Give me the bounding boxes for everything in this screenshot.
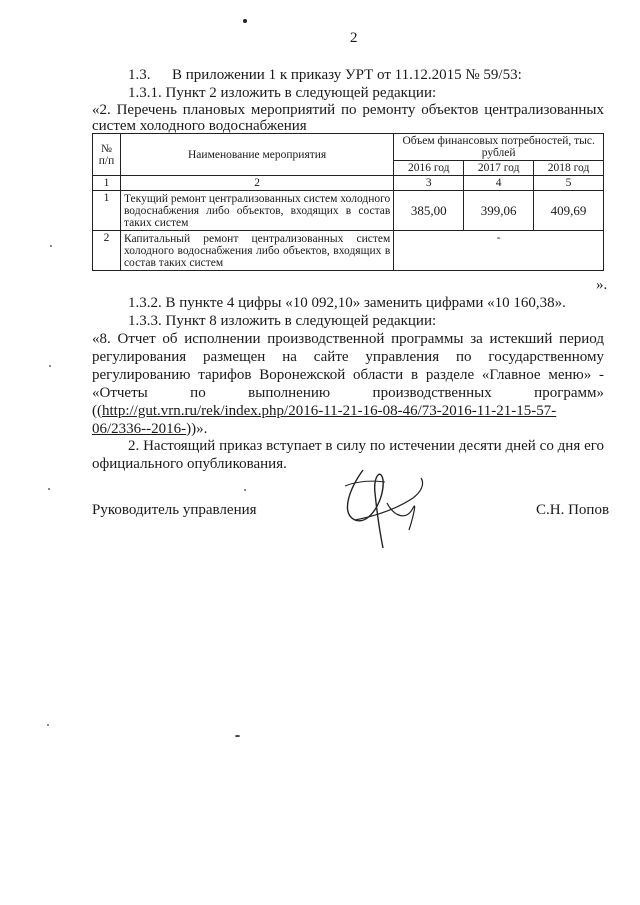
point8-line2: регулирования размещен на сайте управления по государственному xyxy=(92,349,604,365)
section-1-3 xyxy=(128,67,522,84)
point8-link-line2 xyxy=(92,421,207,438)
scan-speck xyxy=(47,724,49,726)
link-close-paren: ) xyxy=(186,421,192,437)
table-row xyxy=(93,231,604,271)
row-value-2017: 399,06 xyxy=(464,191,534,231)
point2-title-line1: «2. Перечень плановых мероприятий по ремонту объектов централизованных xyxy=(92,102,604,118)
row-value-2018: 409,69 xyxy=(534,191,604,231)
table-row xyxy=(93,191,604,231)
item-2-line1: 2. Настоящий приказ вступает в силу по истечении десяти дней со дня его xyxy=(128,438,604,454)
scan-speck xyxy=(50,245,52,247)
table-closing-mark: ». xyxy=(596,277,608,293)
link-open-paren: ( xyxy=(92,403,97,419)
row-value-2016: 385,00 xyxy=(394,191,464,231)
measures-table xyxy=(92,133,604,271)
report-link[interactable]: http://gut.vrn.ru/rek/index.php/2016-11-21-16-08-46/73-2016-11-21-15-57- xyxy=(102,403,557,419)
item-2-line2: официального опубликования. xyxy=(92,456,287,472)
handwritten-signature xyxy=(325,458,435,558)
section-1-3-text: В приложении 1 к приказу УРТ от 11.12.2015 № 59/53: xyxy=(172,67,522,83)
header-year-2017: 2017 год xyxy=(464,161,534,176)
header-year-2016: 2016 год xyxy=(394,161,464,176)
link-close-end: )». xyxy=(191,421,208,437)
scan-speck xyxy=(48,488,50,490)
item-1-3-1: 1.3.1. Пункт 2 изложить в следующей редакции: xyxy=(128,85,437,101)
item-1-3-3: 1.3.3. Пункт 8 изложить в следующей редакции: xyxy=(128,313,437,329)
row-no: 2 xyxy=(93,231,121,271)
col-number: 1 xyxy=(93,176,121,191)
point8-line3: регулированию тарифов Воронежской области в разделе «Главное меню» - xyxy=(92,367,604,383)
point2-title-line2: систем холодного водоснабжения xyxy=(92,118,307,134)
row-merged-value: - xyxy=(394,231,604,271)
section-1-3-number: 1.3. xyxy=(128,67,151,83)
item-1-3-2: 1.3.2. В пункте 4 цифры «10 092,10» заменить цифрами «10 160,38». xyxy=(128,295,566,311)
header-no: № п/п xyxy=(93,134,121,176)
col-number: 4 xyxy=(464,176,534,191)
col-number: 5 xyxy=(534,176,604,191)
header-volume: Объем финансовых потребностей, тыс. рублей xyxy=(394,134,604,161)
row-name: Текущий ремонт централизованных систем холодного водоснабжения либо объектов, входящих в состав таких систем xyxy=(120,191,393,231)
col-number: 3 xyxy=(394,176,464,191)
col-number: 2 xyxy=(120,176,393,191)
point8-link-line1 xyxy=(92,403,556,420)
row-no: 1 xyxy=(93,191,121,231)
signature-position: Руководитель управления xyxy=(92,502,257,518)
scan-speck xyxy=(49,365,51,367)
scan-mark xyxy=(243,19,247,23)
signature-name: С.Н. Попов xyxy=(536,502,610,518)
scan-speck xyxy=(244,489,246,491)
scan-mark xyxy=(235,735,240,737)
point8-line4: «Отчеты по выполнению производственных программ» xyxy=(92,385,604,401)
header-year-2018: 2018 год xyxy=(534,161,604,176)
header-name: Наименование мероприятия xyxy=(120,134,393,176)
point8-line1: «8. Отчет об исполнении производственной программы за истекший период xyxy=(92,331,604,347)
row-name: Капитальный ремонт централизованных систем холодного водоснабжения либо объектов, входящих в состав таких систем xyxy=(120,231,393,271)
link-open-paren-inner: ( xyxy=(97,403,102,419)
page-number: 2 xyxy=(350,30,358,46)
report-link-continued[interactable]: 06/2336--2016- xyxy=(92,421,187,437)
